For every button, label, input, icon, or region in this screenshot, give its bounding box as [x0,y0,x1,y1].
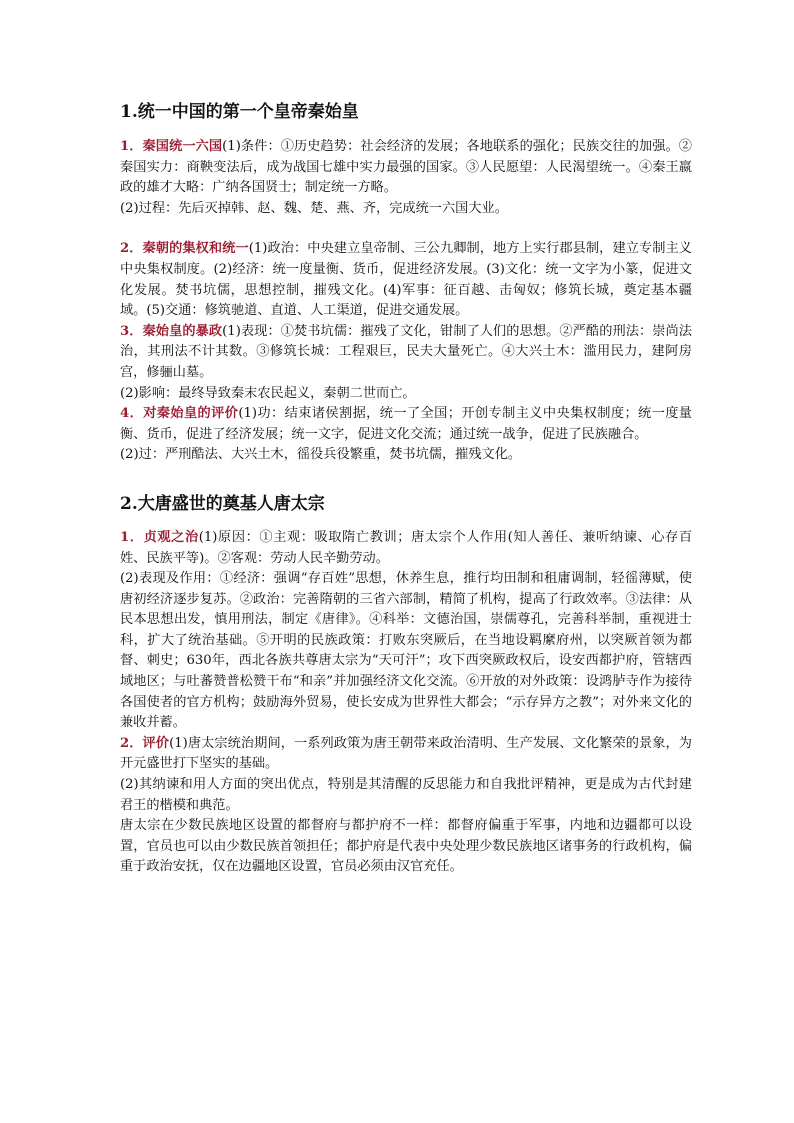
paragraph-performance: (2)表现及作用：①经济：强调“存百姓”思想，休养生息，推行均田制和租庸调制，轻徭薄赋，使唐初经济逐步复苏。②政治：完善隋朝的三省六部制，精简了机构，提高了行政效率。③法律：从民本思想出发，慎用刑法，制定《唐律》。④科举：文德治国，崇儒尊孔，完善科举制，重视进士科，扩大了统治基础。⑤开明的民族政策：打败东突厥后，在当地设羁縻府州，以突厥首领为都督、刺史；630年，西北各族共尊唐太宗为“天可汗”；攻下西突厥政权后，设安西都护府，管辖西域地区；与吐蕃赞普松赞干布“和亲”并加强经济文化交流。⑥开放的对外政策：设鸿胪寺作为接待各国使者的官方机构；鼓励海外贸易，使长安成为世界性大都会；“示存异方之教”；对外来文化的兼收并蓄。 [120,571,692,731]
item-number: 4． [120,406,144,422]
highlight-heading: 评价 [142,735,170,751]
paragraph-text: (1)政治：中央建立皇帝制、三公九卿制，地方上实行郡县制，建立专制主义中央集权制度。(2)经济：统一度量衡、货币，促进经济发展。(3)文化：统一文字为小篆，促进文化发展。焚书坑儒，思想控制，摧残文化。(4)军事：征百越、击匈奴；修筑长城，奠定基本疆域。(5)交通：修筑驰道、直道、人工渠道，促进交通发展。 [120,241,692,319]
highlight-heading: 对秦始皇的评价 [143,406,239,422]
paragraph-faults: (2)过：严刑酷法、大兴土木，徭役兵役繁重，焚书坑儒，摧残文化。 [120,447,522,463]
highlight-heading: 秦国统一六国 [142,139,223,154]
spacer [120,219,692,239]
section-qin-shihuang [120,100,692,466]
paragraph-centralization [120,239,692,321]
paragraph-remonstrance: (2)其纳谏和用人方面的突出优点，特别是其清醒的反思能力和自我批评精神，更是成为古代封建君王的楷模和典范。 [120,777,692,813]
section-title: 2.大唐盛世的奠基人唐太宗 [120,493,325,514]
paragraph-tyranny [120,322,692,384]
section-tang-taizong [120,492,692,878]
paragraph-text: (1)唐太宗统治期间，一系列政策为唐王朝带来政治清明、生产发展、文化繁荣的景象，为开元盛世打下坚实的基础。 [120,735,692,772]
item-number: 2． [120,241,143,257]
section-title: 1.统一中国的第一个皇帝秦始皇 [120,102,359,122]
item-number: 3． [120,323,143,339]
paragraph-unification [120,137,692,199]
paragraph-dudu-duhu: 唐太宗在少数民族地区设置的都督府与都护府不一样：都督府偏重于军事，内地和边疆都可以设置，官员也可以由少数民族首领担任；都护府是代表中央处理少数民族地区诸事务的行政机构，偏重于政治安抚，仅在边疆地区设置，官员必须由汉官充任。 [120,818,692,875]
paragraph-evaluation [120,404,692,445]
paragraph-text: (1)表现：①焚书坑儒：摧残了文化，钳制了人们的思想。②严酷的刑法：崇尚法治，其刑法不计其数。③修筑长城：工程艰巨，民夫大量死亡。④大兴土木：滥用民力，建阿房宫，修骊山墓。 [120,323,692,380]
item-number: 1． [120,139,143,154]
item-number: 1． [120,529,144,545]
highlight-heading: 秦朝的集权和统一 [142,241,249,257]
document-page [120,100,692,878]
paragraph-process: (2)过程：先后灭掉韩、赵、魏、楚、燕、齐，完成统一六国大业。 [120,200,508,216]
paragraph-text: (1)条件：①历史趋势：社会经济的发展；各地联系的强化；民族交往的加强。②秦国实力：商鞅变法后，成为战国七雄中实力最强的国家。③人民愿望：人民渴望统一。④秦王嬴政的雄才大略：广纳各国贤士；制定统一方略。 [120,139,692,196]
paragraph-evaluation [120,734,692,775]
paragraph-text: (1)功：结束诸侯割据，统一了全国；开创专制主义中央集权制度；统一度量衡、货币，促进了经济发展；统一文字，促进文化交流；通过统一战争，促进了民族融合。 [120,406,692,442]
paragraph-text: (1)原因：①主观：吸取隋亡教训；唐太宗个人作用(知人善任、兼听纳谏、心存百姓、民族平等)。②客观：劳动人民辛勤劳动。 [120,529,693,566]
highlight-heading: 秦始皇的暴政 [142,323,223,339]
paragraph-influence: (2)影响：最终导致秦末农民起义，秦朝二世而亡。 [120,385,416,401]
item-number: 2． [120,735,143,751]
highlight-heading: 贞观之治 [143,529,199,545]
paragraph-zhenguan [120,528,692,569]
